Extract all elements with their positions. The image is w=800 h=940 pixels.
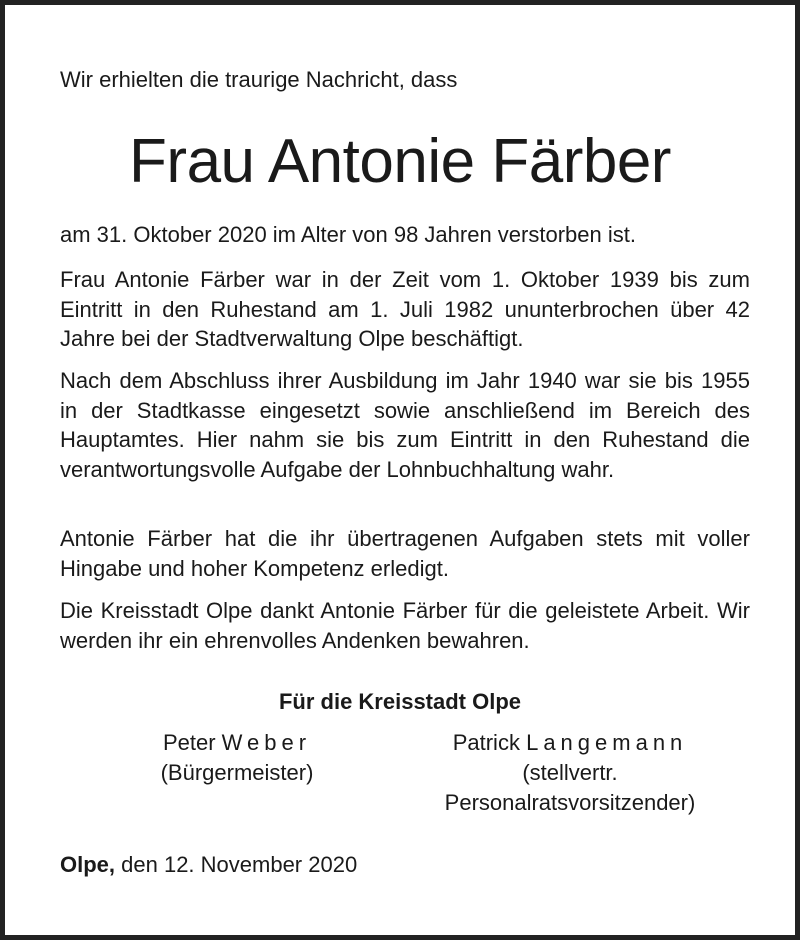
signer-first-name: Patrick bbox=[452, 730, 520, 755]
signer-council-deputy-name bbox=[400, 728, 740, 758]
footer-date: den 12. November 2020 bbox=[121, 852, 358, 877]
signer-last-name: Weber bbox=[221, 730, 312, 755]
signer-first-name: Peter bbox=[162, 730, 216, 755]
deceased-name: Frau Antonie Färber bbox=[129, 127, 671, 196]
signer-role-line-1: (stellvertr. bbox=[522, 760, 618, 785]
death-line: am 31. Oktober 2020 im Alter von 98 Jahren verstorben ist. bbox=[60, 222, 636, 247]
paragraph-career: Frau Antonie Färber war in der Zeit vom 1. Oktober 1939 bis zum Eintritt in den Ruhestand am 1. Juli 1982 ununterbrochen über 42 Jahre bei der Stadtverwaltung Olpe beschäftigt. bbox=[60, 267, 750, 351]
signer-role: (Bürgermeister) bbox=[160, 760, 314, 785]
signer-role-line-2: Personalratsvorsitzender) bbox=[444, 790, 696, 815]
place-date-line bbox=[60, 851, 357, 879]
footer-place: Olpe, bbox=[60, 852, 116, 877]
signature-heading: Für die Kreisstadt Olpe bbox=[278, 689, 522, 714]
signer-mayor bbox=[127, 728, 347, 788]
signer-council-deputy bbox=[400, 728, 740, 818]
signer-last-name: Langemann bbox=[526, 730, 688, 755]
paragraph-thanks: Die Kreisstadt Olpe dankt Antonie Färber für die geleistete Arbeit. Wir werden ihr ein ehrenvolles Andenken bewahren. bbox=[60, 598, 750, 653]
paragraph-tribute: Antonie Färber hat die ihr übertragenen Aufgaben stets mit voller Hingabe und hoher Kompetenz erledigt. bbox=[60, 526, 750, 581]
paragraph-training: Nach dem Abschluss ihrer Ausbildung im Jahr 1940 war sie bis 1955 in der Stadtkasse eingesetzt sowie anschließend im Bereich des Hauptamtes. Hier nahm sie bis zum Eintritt in den Ruhestand die verantwortungsvolle Aufgabe der Lohnbuchhaltung wahr. bbox=[60, 368, 750, 482]
signer-mayor-name bbox=[127, 728, 347, 758]
intro-line: Wir erhielten die traurige Nachricht, dass bbox=[60, 67, 458, 92]
